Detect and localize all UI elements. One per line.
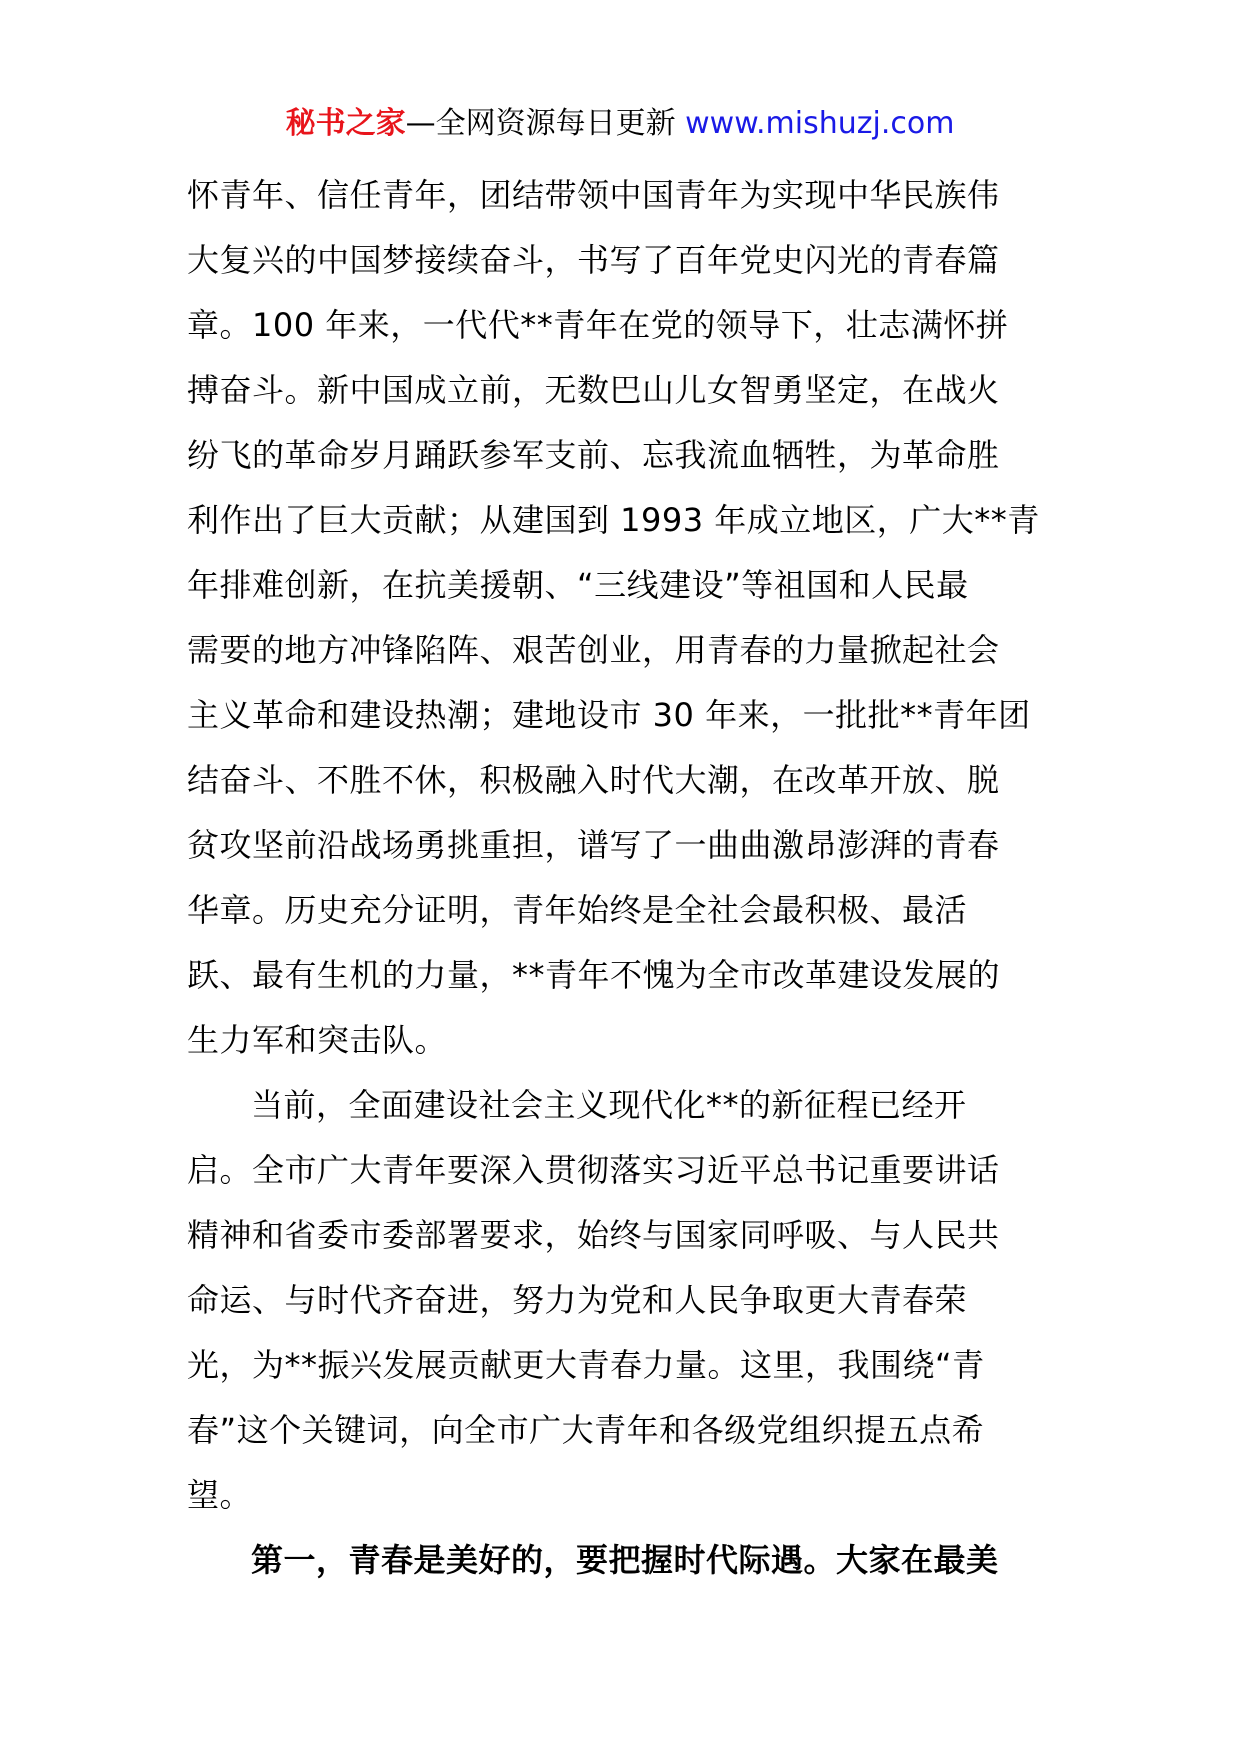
body-line: 生力军和突击队。 xyxy=(187,1021,448,1059)
body-line: 结奋斗、不胜不休，积极融入时代大潮，在改革开放、脱 xyxy=(187,761,1000,799)
body-line: 利作出了巨大贡献；从建国到 1993 年成立地区，广大**青 xyxy=(187,501,1040,539)
body-line: 华章。历史充分证明，青年始终是全社会最积极、最活 xyxy=(187,891,968,929)
body-line: 年排难创新，在抗美援朝、“三线建设”等祖国和人民最 xyxy=(187,566,969,604)
body-line: 跃、最有生机的力量，**青年不愧为全市改革建设发展的 xyxy=(187,956,1001,994)
section-heading-line: 第一，青春是美好的，要把握时代际遇。大家在最美 xyxy=(251,1541,999,1579)
body-line: 启。全市广大青年要深入贯彻落实习近平总书记重要讲话 xyxy=(187,1151,1000,1189)
header-brand: 秘书之家 xyxy=(285,106,406,141)
body-line: 主义革命和建设热潮；建地设市 30 年来，一批批**青年团 xyxy=(187,696,1031,734)
body-line: 章。100 年来，一代代**青年在党的领导下，壮志满怀拼 xyxy=(187,306,1009,344)
body-line: 光，为**振兴发展贡献更大青春力量。这里，我围绕“青 xyxy=(187,1346,985,1384)
document-body xyxy=(187,163,1067,1593)
page-header xyxy=(0,104,1240,144)
header-tagline: —全网资源每日更新 xyxy=(405,106,676,141)
body-line: 贫攻坚前沿战场勇挑重担，谱写了一曲曲激昂澎湃的青春 xyxy=(187,826,1000,864)
body-line: 怀青年、信任青年，团结带领中国青年为实现中华民族伟 xyxy=(187,176,1000,214)
body-line: 命运、与时代齐奋进，努力为党和人民争取更大青春荣 xyxy=(187,1281,968,1319)
body-line: 需要的地方冲锋陷阵、艰苦创业，用青春的力量掀起社会 xyxy=(187,631,1000,669)
body-line: 大复兴的中国梦接续奋斗，书写了百年党史闪光的青春篇 xyxy=(187,241,1000,279)
body-line: 搏奋斗。新中国成立前，无数巴山儿女智勇坚定，在战火 xyxy=(187,371,1000,409)
body-line: 春”这个关键词，向全市广大青年和各级党组织提五点希 xyxy=(187,1411,985,1449)
body-line: 精神和省委市委部署要求，始终与国家同呼吸、与人民共 xyxy=(187,1216,1000,1254)
body-line: 纷飞的革命岁月踊跃参军支前、忘我流血牺牲，为革命胜 xyxy=(187,436,1000,474)
body-line: 望。 xyxy=(187,1476,253,1514)
paragraph-start-line: 当前，全面建设社会主义现代化**的新征程已经开 xyxy=(251,1086,967,1124)
header-site-link[interactable]: www.mishuzj.com xyxy=(685,106,955,141)
